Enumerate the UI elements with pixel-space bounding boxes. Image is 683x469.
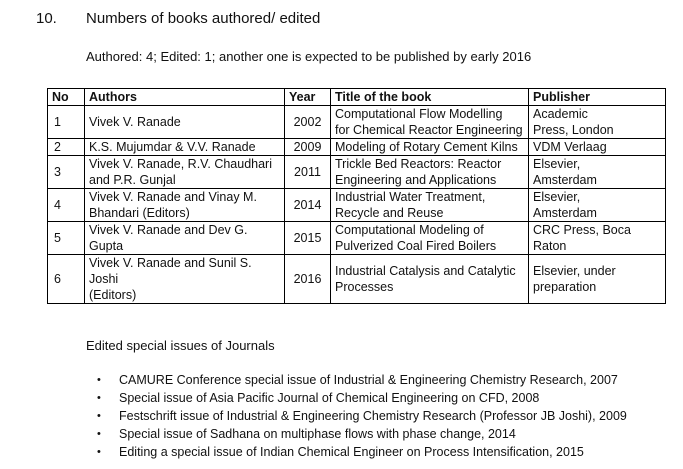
list-item-text: CAMURE Conference special issue of Industrial & Engineering Chemistry Research, 2007 — [119, 373, 618, 387]
header-publisher: Publisher — [529, 89, 666, 106]
publisher-line: Elsevier, — [533, 157, 581, 171]
row-authors — [85, 189, 285, 222]
row-title — [331, 222, 529, 255]
edited-issues-heading: Edited special issues of Journals — [86, 338, 275, 353]
section-heading — [36, 10, 320, 27]
bullet-icon: • — [97, 428, 101, 440]
row-number: 1 — [48, 106, 85, 139]
list-item-text: Festschrift issue of Industrial & Engineering Chemistry Research (Professor JB Joshi), 2009 — [119, 409, 627, 423]
section-title: Numbers of books authored/ edited — [86, 10, 321, 27]
row-publisher — [529, 189, 666, 222]
row-year: 2011 — [285, 156, 331, 189]
books-summary: Authored: 4; Edited: 1; another one is expected to be published by early 2016 — [86, 49, 532, 64]
bullet-icon: • — [97, 410, 101, 422]
authors-line: Gupta — [89, 239, 124, 253]
table-row — [48, 222, 666, 255]
row-year: 2009 — [285, 139, 331, 156]
table-row — [48, 139, 666, 156]
publisher-line: Amsterdam — [533, 206, 597, 220]
authors-line: and P.R. Gunjal — [89, 173, 176, 187]
row-authors — [85, 222, 285, 255]
publisher-line: Amsterdam — [533, 173, 597, 187]
books-table — [47, 88, 666, 304]
row-year: 2002 — [285, 106, 331, 139]
row-publisher — [529, 222, 666, 255]
bullet-icon: • — [97, 374, 101, 386]
header-title: Title of the book — [331, 89, 529, 106]
title-line: for Chemical Reactor Engineering — [335, 123, 523, 137]
row-title — [331, 139, 529, 156]
authors-line: (Editors) — [89, 288, 137, 302]
row-title — [331, 156, 529, 189]
authors-line: Vivek V. Ranade and Sunil S. Joshi — [89, 256, 252, 286]
list-item-text: Special issue of Asia Pacific Journal of Chemical Engineering on CFD, 2008 — [119, 391, 540, 405]
title-line: Industrial Water Treatment, — [335, 190, 486, 204]
row-publisher — [529, 255, 666, 304]
publisher-line: Raton — [533, 239, 567, 253]
publisher-line: Academic — [533, 107, 588, 121]
authors-line: Vivek V. Ranade, R.V. Chaudhari — [89, 157, 272, 171]
row-year: 2014 — [285, 189, 331, 222]
publisher-line: VDM Verlaag — [533, 140, 607, 154]
row-title — [331, 255, 529, 304]
list-item-text: Editing a special issue of Indian Chemical Engineer on Process Intensification, 2015 — [119, 445, 584, 459]
authors-line: Vivek V. Ranade — [89, 115, 181, 129]
table-row — [48, 106, 666, 139]
authors-line: Vivek V. Ranade and Vinay M. — [89, 190, 257, 204]
title-line: Recycle and Reuse — [335, 206, 444, 220]
row-authors — [85, 156, 285, 189]
publisher-line: CRC Press, Boca — [533, 223, 631, 237]
row-title — [331, 189, 529, 222]
title-line: Pulverized Coal Fired Boilers — [335, 239, 497, 253]
header-year: Year — [285, 89, 331, 106]
bullet-icon: • — [97, 392, 101, 404]
authors-line: K.S. Mujumdar & V.V. Ranade — [89, 140, 256, 154]
authors-line: Vivek V. Ranade and Dev G. — [89, 223, 248, 237]
row-authors — [85, 139, 285, 156]
bullet-icon: • — [97, 446, 101, 458]
header-no: No — [48, 89, 85, 106]
row-number: 6 — [48, 255, 85, 304]
row-number: 3 — [48, 156, 85, 189]
list-item — [97, 409, 627, 427]
publisher-line: Elsevier, — [533, 190, 581, 204]
row-publisher — [529, 106, 666, 139]
title-line: Processes — [335, 280, 394, 294]
row-title — [331, 106, 529, 139]
table-header-row — [48, 89, 666, 106]
title-line: Industrial Catalysis and Catalytic — [335, 264, 516, 278]
row-publisher — [529, 156, 666, 189]
publisher-line: Press, London — [533, 123, 614, 137]
list-item-text: Special issue of Sadhana on multiphase flows with phase change, 2014 — [119, 427, 516, 441]
list-item — [97, 427, 627, 445]
row-number: 2 — [48, 139, 85, 156]
title-line: Computational Flow Modelling — [335, 107, 503, 121]
publisher-line: preparation — [533, 280, 597, 294]
authors-line: Bhandari (Editors) — [89, 206, 190, 220]
list-item — [97, 373, 627, 391]
list-item — [97, 445, 627, 463]
title-line: Computational Modeling of — [335, 223, 484, 237]
header-authors: Authors — [85, 89, 285, 106]
edited-issues-list — [97, 373, 627, 463]
table-row — [48, 255, 666, 304]
title-line: Modeling of Rotary Cement Kilns — [335, 140, 518, 154]
row-year: 2016 — [285, 255, 331, 304]
row-number: 5 — [48, 222, 85, 255]
row-authors — [85, 106, 285, 139]
row-number: 4 — [48, 189, 85, 222]
row-authors — [85, 255, 285, 304]
row-year: 2015 — [285, 222, 331, 255]
row-publisher — [529, 139, 666, 156]
title-line: Trickle Bed Reactors: Reactor — [335, 157, 502, 171]
table-row — [48, 156, 666, 189]
title-line: Engineering and Applications — [335, 173, 497, 187]
table-row — [48, 189, 666, 222]
section-number: 10. — [36, 10, 57, 27]
list-item — [97, 391, 627, 409]
publisher-line: Elsevier, under — [533, 264, 616, 278]
